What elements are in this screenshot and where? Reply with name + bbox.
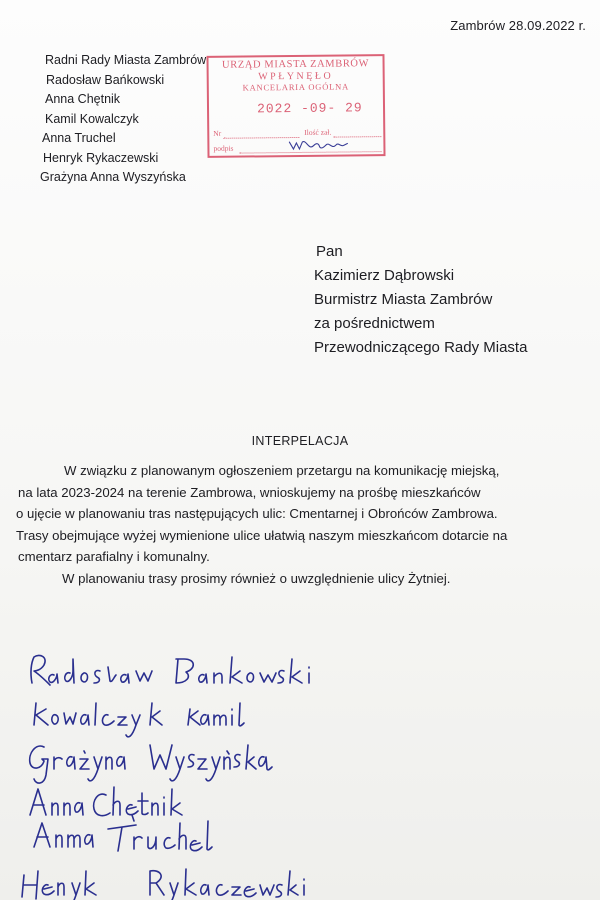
body-line: o ujęcie w planowaniu tras następujących ulic: Cmentarnej i Obrońców Zambrowa. (16, 506, 498, 522)
signature-radoslaw-bankowski (31, 655, 309, 685)
stamp-date: 2022 -09- 29 (256, 100, 363, 117)
addressee-line: Burmistrz Miasta Zambrów (314, 291, 493, 308)
stamp-department: KANCELARIA OGÓLNA (242, 81, 350, 93)
signature-henryk-rykaczewski (22, 869, 304, 900)
body-line: cmentarz parafialny i komunalny. (18, 549, 210, 565)
stamp-nr-label: Nr (213, 128, 222, 138)
stamp-signature-scribble (287, 135, 349, 154)
signature-kamil-kowalczyk (34, 703, 244, 737)
received-stamp (206, 54, 385, 158)
signature-grazyna-wyszynska (30, 745, 272, 783)
document-heading: INTERPELACJA (251, 434, 349, 448)
body-line: Trasy obejmujące wyżej wymienione ulice ułatwią naszym mieszkańcom dotarcie na (16, 527, 508, 543)
sender-name: Radosław Bańkowski (46, 72, 165, 87)
body-line: W związku z planowanym ogłoszeniem przetargu na komunikację miejską, (64, 463, 500, 478)
stamp-signature-label: podpis (213, 143, 234, 153)
sender-name: Henryk Rykaczewski (43, 150, 159, 165)
addressee-line: Pan (316, 243, 343, 260)
addressee-block (314, 240, 527, 360)
signature-anna-chetnik (30, 787, 182, 821)
document-body (16, 460, 507, 590)
stamp-office: URZĄD MIASTA ZAMBRÓW (221, 58, 370, 71)
signature-anna-truchel (34, 821, 212, 851)
stamp-attachments-label: Ilość zał. (304, 127, 332, 137)
handwritten-signatures (0, 645, 600, 900)
place-and-date: Zambrów 28.09.2022 r. (450, 18, 586, 33)
signatures-block (0, 645, 600, 900)
sender-name: Anna Truchel (42, 131, 116, 145)
sender-name: Anna Chętnik (45, 92, 121, 106)
sender-title: Radni Rady Miasta Zambrów (45, 53, 207, 67)
sender-block (40, 51, 206, 188)
body-line: na lata 2023-2024 na terenie Zambrowa, wnioskujemy na prośbę mieszkańców (18, 484, 481, 500)
stamp-received: WPŁYNĘŁO (258, 70, 334, 83)
addressee-line: Kazimierz Dąbrowski (314, 267, 455, 284)
body-line: W planowaniu trasy prosimy również o uwzględnienie ulicy Żytniej. (62, 570, 451, 586)
addressee-line: Przewodniczącego Rady Miasta (314, 339, 528, 356)
sender-name: Kamil Kowalczyk (45, 111, 139, 126)
addressee-line: za pośrednictwem (314, 315, 435, 332)
sender-name: Grażyna Anna Wyszyńska (40, 170, 186, 184)
